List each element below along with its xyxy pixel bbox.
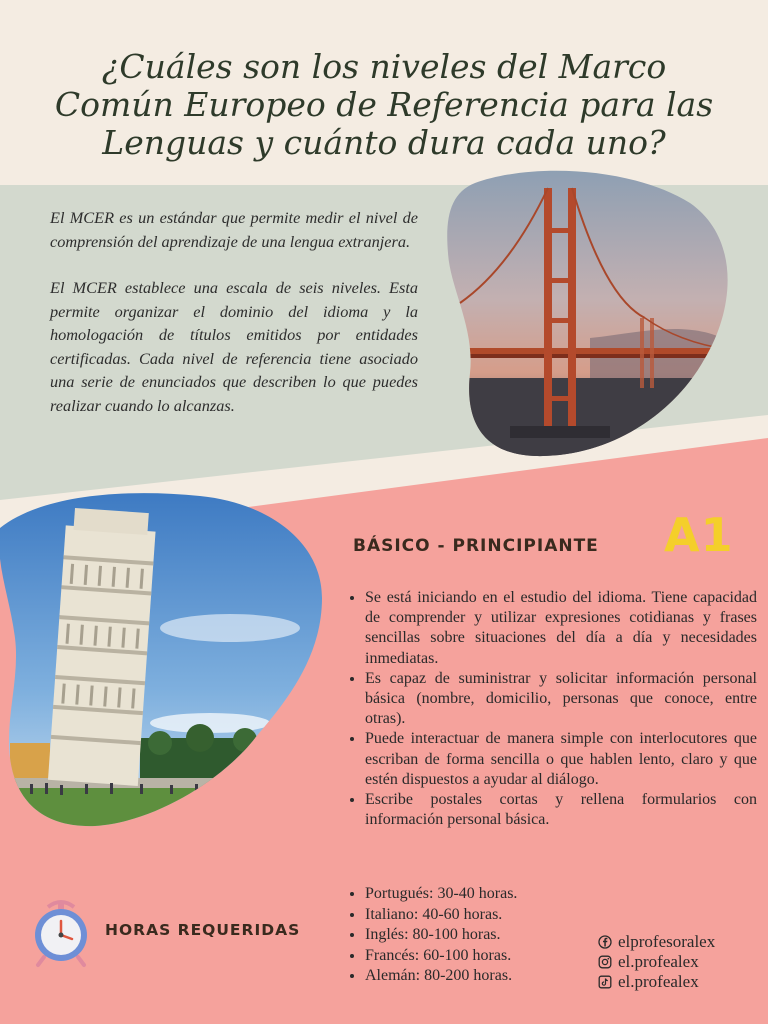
alarm-clock-icon bbox=[32, 897, 90, 969]
intro-text bbox=[50, 206, 418, 440]
social-handle: el.profealex bbox=[618, 952, 699, 971]
instagram-icon bbox=[598, 955, 612, 969]
list-item: • Alemán: 80-200 horas. bbox=[365, 966, 517, 987]
social-handle: elprofesoralex bbox=[618, 932, 716, 951]
hours-list bbox=[345, 884, 517, 987]
list-item: • Puede interactuar de manera simple con interlocutores que escriban de forma sencilla o que hablen lento, claro y que estén dispuestos a ayudar al diálogo. bbox=[365, 729, 757, 790]
level-name: BÁSICO - PRINCIPIANTE bbox=[353, 536, 599, 556]
leaning-tower-of-pisa-image bbox=[0, 488, 325, 828]
list-item: • Portugués: 30-40 horas. bbox=[365, 884, 517, 905]
social-row-tiktok[interactable] bbox=[598, 972, 715, 992]
list-item: • Francés: 60-100 horas. bbox=[365, 946, 517, 967]
level-code-badge: A1 bbox=[664, 508, 734, 562]
social-row-instagram[interactable] bbox=[598, 952, 715, 972]
tiktok-icon bbox=[598, 975, 612, 989]
social-handle: el.profealex bbox=[618, 972, 699, 991]
page-title: ¿Cuáles son los niveles del Marco Común Europeo de Referencia para las Lenguas y cuánto dura cada uno? bbox=[54, 47, 714, 162]
intro-paragraph: El MCER establece una escala de seis niveles. Esta permite organizar el dominio del idioma y la homologación de títulos emitidos por entidades certificadas. Cada nivel de referencia tiene asociado una serie de enunciados que describen lo que puedes realizar cuando lo alcanzas. bbox=[50, 278, 418, 415]
list-item: • Italiano: 40-60 horas. bbox=[365, 905, 517, 926]
list-item: • Se está iniciando en el estudio del idioma. Tiene capacidad de comprender y utilizar expresiones cotidianas y frases sencillas sobre situaciones del día a día y necesidades inmediatas. bbox=[365, 588, 757, 669]
social-handles bbox=[598, 932, 715, 992]
intro-paragraph: El MCER es un estándar que permite medir el nivel de comprensión del aprendizaje de una lengua extranjera. bbox=[50, 208, 418, 251]
facebook-icon bbox=[598, 935, 612, 949]
social-row-facebook[interactable] bbox=[598, 932, 715, 952]
list-item: • Inglés: 80-100 horas. bbox=[365, 925, 517, 946]
list-item: • Escribe postales cortas y rellena formularios con información personal básica. bbox=[365, 790, 757, 830]
golden-gate-bridge-image bbox=[440, 168, 732, 460]
list-item: • Es capaz de suministrar y solicitar información personal básica (nombre, domicilio, personas que conoce, entre otras). bbox=[365, 669, 757, 730]
hours-required-label: HORAS REQUERIDAS bbox=[105, 921, 301, 939]
level-descriptors-list bbox=[345, 588, 757, 830]
